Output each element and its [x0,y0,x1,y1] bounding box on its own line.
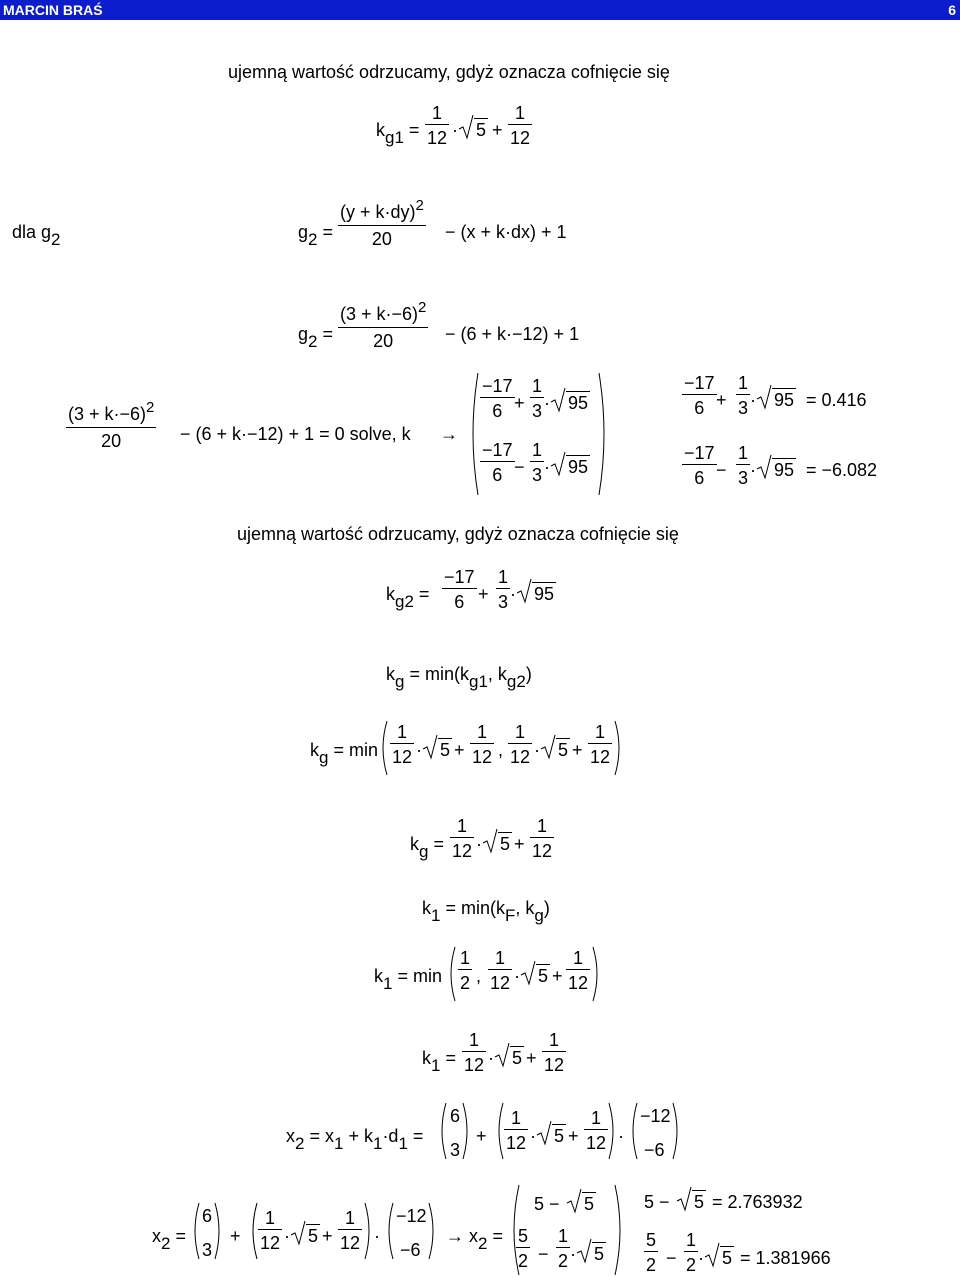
sqrt: 5 [676,1186,706,1212]
fraction: $(3 + k\cdot-6)^2$ 20 [68,399,155,451]
page-number: 6 [948,2,956,18]
dla-label: dla g2 [12,222,61,249]
fraction: $(y + k\cdot dy)^2$ 20 [340,197,424,249]
result-value: = −6.082 [806,460,878,480]
discard-note-2: ujemną wartość odrzucamy, gdyż oznacza cofnięcie się [237,524,679,544]
result-value: = 2.763932 [712,1192,803,1212]
sqrt: 5 [458,114,488,140]
sqrt: 5 [536,1120,566,1146]
fraction: 1 12 [427,103,448,148]
sqrt: 95 [550,387,590,413]
matrix-bracket-left [467,372,479,496]
sqrt: 5 [520,960,550,986]
sqrt: 5 [566,1188,596,1214]
author-name: MARCIN BRAŚ [3,2,103,18]
sqrt: 5 [422,734,452,760]
arrow-icon: → [440,424,458,444]
matrix-bracket-right [598,372,610,496]
fraction: $(3 + k\cdot-6)^2$ 20 [340,299,427,351]
sqrt: 5 [290,1220,320,1246]
sqrt: 5 [482,828,512,854]
sqrt: 5 [704,1242,734,1268]
arrow-icon: → x2 = [446,1226,503,1253]
discard-note-1: ujemną wartość odrzucamy, gdyż oznacza cofnięcie się [228,62,670,82]
sqrt: 5 [540,734,570,760]
result-value: = 0.416 [806,390,867,410]
sqrt: 95 [756,454,796,480]
sqrt: 95 [550,451,590,477]
fraction: 1 12 [510,103,531,148]
kg1-label: kg1 = [376,120,420,147]
sqrt: 5 [576,1238,606,1264]
sqrt: 95 [516,578,556,604]
sqrt: 5 [494,1042,524,1068]
result-value: = 1.381966 [740,1248,831,1268]
page-header [0,0,960,20]
sqrt: 95 [756,384,796,410]
